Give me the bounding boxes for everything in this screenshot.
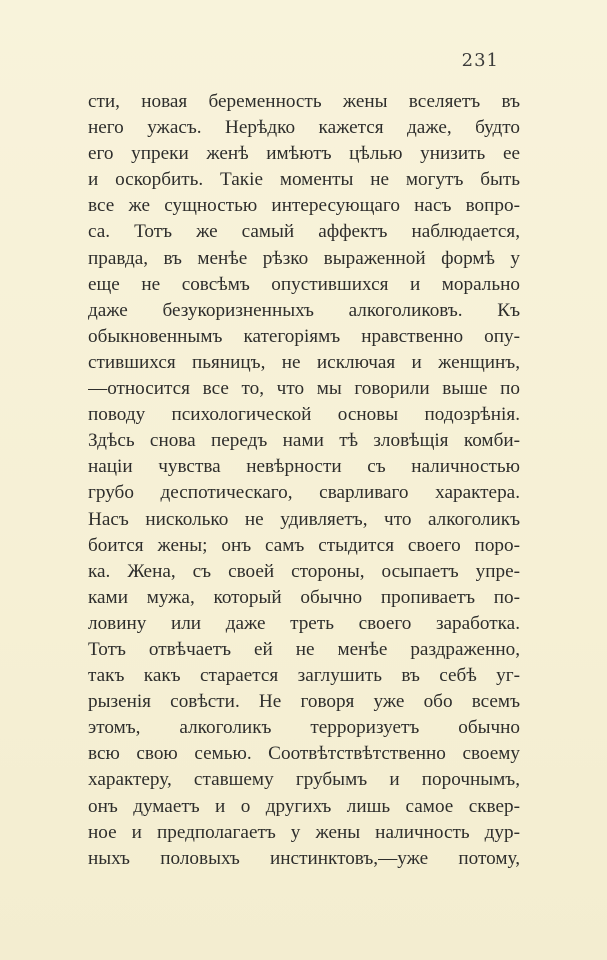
text-line: Насъ нисколько не удивляетъ, что алкоголикъ (88, 508, 520, 530)
text-line: и оскорбить. Такіе моменты не могутъ быть (88, 169, 520, 191)
text-line: рызенія совѣсти. Не говоря уже обо всемъ (88, 691, 520, 713)
text-line: ловину или даже треть своего заработка. (88, 612, 520, 634)
text-line: грубо деспотическаго, сварливаго характера. (88, 482, 520, 504)
text-line: сти, новая беременность жены вселяетъ въ (88, 91, 520, 112)
text-line: онъ думаетъ и о другихъ лишь самое сквер- (88, 795, 520, 817)
text-line: этомъ, алкоголикъ терроризуетъ обычно (88, 717, 520, 739)
text-line: ныхъ половыхъ инстинктовъ,—уже потому, (88, 847, 520, 869)
text-line: стившихся пьяницъ, не исключая и женщинъ, (88, 351, 520, 373)
text-line: ное и предполагаетъ у жены наличность дур- (88, 821, 520, 843)
text-line: такъ какъ старается заглушить въ себѣ уг- (88, 665, 520, 687)
text-line: еще не совсѣмъ опустившихся и морально (88, 273, 520, 295)
text-line: са. Тотъ же самый аффектъ наблюдается, (88, 221, 520, 243)
text-line: даже безукоризненныхъ алкоголиковъ. Къ (88, 299, 520, 321)
text-line: его упреки женѣ имѣютъ цѣлью унизить ее (88, 143, 520, 165)
text-line: все же сущностью интересующаго насъ вопро- (88, 195, 520, 217)
text-line: Тотъ отвѣчаетъ ей не менѣе раздраженно, (88, 638, 520, 660)
text-line: боится жены; онъ самъ стыдится своего поро- (88, 534, 520, 556)
text-line: правда, въ менѣе рѣзко выраженной формѣ у (88, 247, 520, 269)
body-text (88, 89, 520, 872)
page-number: 231 (461, 50, 499, 71)
text-line: поводу психологической основы подозрѣнія. (88, 404, 520, 426)
text-line: обыкновеннымъ категоріямъ нравственно опу- (88, 325, 520, 347)
text-line: всю свою семью. Соотвѣтствѣтственно своему (88, 743, 520, 765)
text-line: него ужасъ. Нерѣдко кажется даже, будто (88, 117, 520, 139)
text-line: Здѣсь снова передъ нами тѣ зловѣщія комби- (88, 430, 520, 452)
text-line: націи чувства невѣрности съ наличностью (88, 456, 520, 478)
text-line: ками мужа, который обычно пропиваетъ по- (88, 586, 520, 608)
text-line: ка. Жена, съ своей стороны, осыпаетъ упре- (88, 560, 520, 582)
text-line: характеру, ставшему грубымъ и порочнымъ, (88, 769, 520, 791)
text-line: —относится все то, что мы говорили выше по (88, 378, 520, 400)
